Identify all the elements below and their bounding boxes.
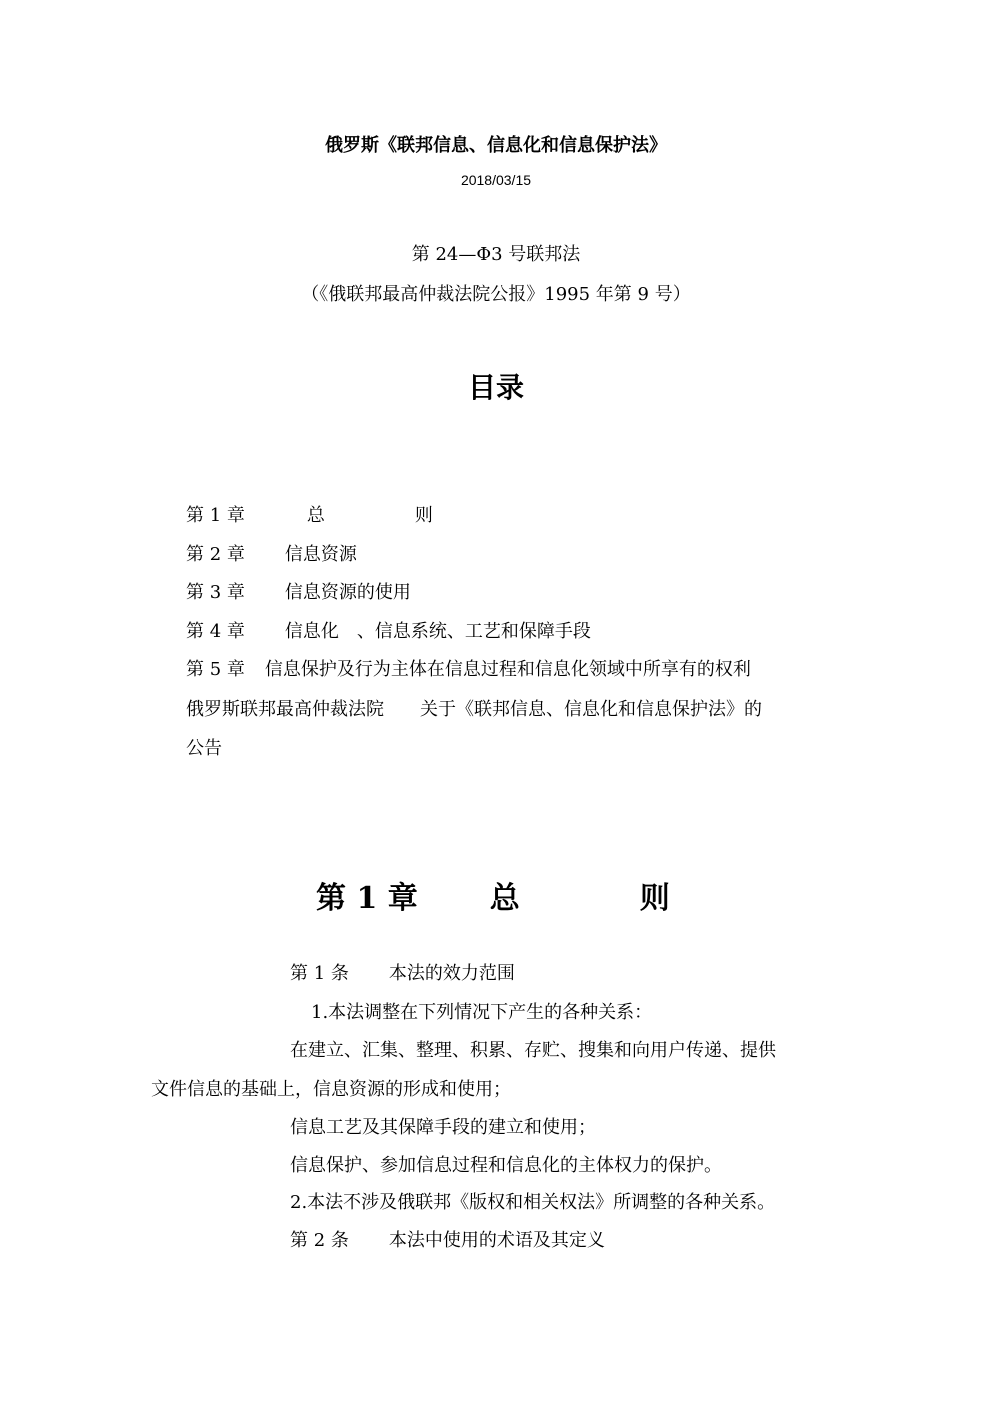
toc-item-chapter-2[interactable] xyxy=(186,540,357,566)
toc-item-title: 总 则 xyxy=(306,505,433,526)
article-title: 本法的效力范围 xyxy=(388,963,515,984)
document-title: 俄罗斯《联邦信息、信息化和信息保护法》 xyxy=(325,135,667,156)
toc-item-title: 信息资源的使用 xyxy=(284,582,411,603)
toc-item-chapter-5[interactable] xyxy=(186,655,751,681)
toc-item-number: 第 2 章 xyxy=(186,544,245,565)
document-date: 2018/03/15 xyxy=(460,172,532,188)
chapter-number: 第 1 章 xyxy=(316,881,418,916)
article-1-heading xyxy=(290,959,515,985)
chapter-1-heading xyxy=(316,873,670,917)
toc-item-chapter-3[interactable] xyxy=(186,578,411,604)
clause-2: 2.本法不涉及俄联邦《版权和相关权法》所调整的各种关系。 xyxy=(290,1192,776,1213)
chapter-title: 总 则 xyxy=(489,881,670,916)
toc-item-title: 信息化 、信息系统、工艺和保障手段 xyxy=(284,621,591,642)
clause-1-item-1: 在建立、汇集、整理、积累、存贮、搜集和向用户传递、提供 xyxy=(290,1040,776,1061)
toc-item-number: 第 5 章 xyxy=(186,659,245,680)
toc-item-title: 信息资源 xyxy=(284,544,357,565)
clause-1: 1.本法调整在下列情况下产生的各种关系： xyxy=(311,1002,653,1023)
clause-1-item-1-cont: 文件信息的基础上，信息资源的形成和使用； xyxy=(151,1079,511,1100)
toc-item-title: 信息保护及行为主体在信息过程和信息化领域中所享有的权利 xyxy=(264,659,751,680)
toc-heading: 目录 xyxy=(467,371,524,404)
clause-1-item-3: 信息保护、参加信息过程和信息化的主体权力的保护。 xyxy=(290,1155,722,1176)
law-number: 第 24—Φ3 号联邦法 xyxy=(411,244,581,265)
toc-item-chapter-1[interactable] xyxy=(186,501,433,527)
article-number: 第 2 条 xyxy=(290,1230,349,1251)
article-title: 本法中使用的术语及其定义 xyxy=(388,1230,605,1251)
toc-item-number: 第 3 章 xyxy=(186,582,245,603)
toc-item-number: 第 1 章 xyxy=(186,505,245,526)
toc-item-number: 第 4 章 xyxy=(186,621,245,642)
article-number: 第 1 条 xyxy=(290,963,349,984)
toc-item-announcement-cont: 公告 xyxy=(186,738,222,759)
toc-item-announcement[interactable]: 俄罗斯联邦最高仲裁法院 关于《联邦信息、信息化和信息保护法》的 xyxy=(186,699,762,720)
clause-1-item-2: 信息工艺及其保障手段的建立和使用； xyxy=(290,1117,596,1138)
toc-item-chapter-4[interactable] xyxy=(186,617,591,643)
law-source: （《俄联邦最高仲裁法院公报》1995 年第 9 号） xyxy=(301,284,691,305)
article-2-heading xyxy=(290,1226,605,1252)
